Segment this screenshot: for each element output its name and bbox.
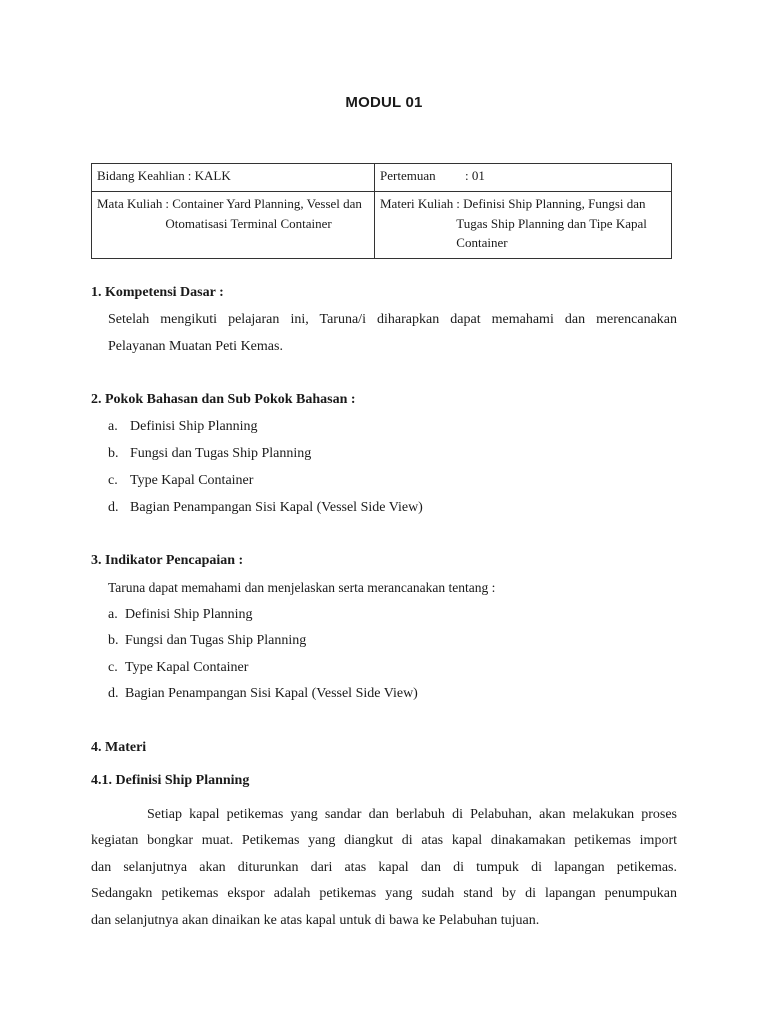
list-item bbox=[108, 446, 311, 462]
list-marker: a. bbox=[108, 419, 118, 434]
section-4-1-heading: 4.1. Definisi Ship Planning bbox=[91, 773, 250, 788]
bidang-keahlian-label: Bidang Keahlian bbox=[97, 168, 185, 183]
course-info-table bbox=[91, 163, 672, 259]
list-marker: b. bbox=[108, 446, 119, 461]
pertemuan-label: Pertemuan bbox=[380, 168, 436, 183]
pertemuan-cell bbox=[375, 164, 672, 192]
section-3-intro: Taruna dapat memahami dan menjelaskan serta merancanakan tentang : bbox=[108, 580, 496, 595]
list-item bbox=[108, 607, 253, 623]
list-marker: d. bbox=[108, 686, 119, 701]
list-text: Fungsi dan Tugas Ship Planning bbox=[125, 633, 307, 648]
list-text: Bagian Penampangan Sisi Kapal (Vessel Side View) bbox=[130, 500, 423, 515]
paragraph-line-5: dan selanjutnya akan dinaikan ke atas kapal untuk di bawa ke Pelabuhan tujuan. bbox=[91, 913, 540, 928]
section-1-text-line-1: Setelah mengikuti pelajaran ini, Taruna/i diharapkan dapat memahami dan merencanakan bbox=[108, 312, 677, 327]
list-item bbox=[108, 473, 253, 489]
list-marker: c. bbox=[108, 660, 118, 675]
bidang-keahlian-cell bbox=[92, 164, 375, 192]
list-item bbox=[108, 500, 423, 516]
pertemuan-value: : 01 bbox=[465, 168, 485, 183]
list-item bbox=[108, 660, 248, 676]
section-2-heading: 2. Pokok Bahasan dan Sub Pokok Bahasan : bbox=[91, 392, 356, 407]
bidang-keahlian-value: : KALK bbox=[187, 168, 231, 183]
materi-kuliah-cell bbox=[375, 192, 672, 259]
list-marker: d. bbox=[108, 500, 119, 515]
mata-kuliah-value: : Container Yard Planning, Vessel dan Otomatisasi Terminal Container bbox=[165, 196, 362, 231]
list-item bbox=[108, 419, 258, 435]
paragraph-line-2: kegiatan bongkar muat. Petikemas yang diangkut di atas kapal dinakamakan petikemas import bbox=[91, 833, 677, 848]
list-text: Definisi Ship Planning bbox=[130, 419, 258, 434]
list-item bbox=[108, 633, 306, 649]
section-1-heading: 1. Kompetensi Dasar : bbox=[91, 285, 224, 300]
list-text: Bagian Penampangan Sisi Kapal (Vessel Side View) bbox=[125, 686, 418, 701]
paragraph-line-1: Setiap kapal petikemas yang sandar dan berlabuh di Pelabuhan, akan melakukan proses bbox=[147, 807, 677, 822]
document-title: MODUL 01 bbox=[345, 94, 423, 111]
mata-kuliah-label: Mata Kuliah bbox=[97, 196, 163, 211]
paragraph-line-3: dan selanjutnya akan diturunkan dari atas kapal dan di tumpuk di lapangan petikemas. bbox=[91, 860, 677, 875]
list-text: Type Kapal Container bbox=[125, 660, 249, 675]
list-item bbox=[108, 686, 418, 702]
list-marker: b. bbox=[108, 633, 119, 648]
materi-kuliah-value: : Definisi Ship Planning, Fungsi dan Tugas Ship Planning dan Tipe Kapal Container bbox=[456, 196, 647, 250]
list-text: Definisi Ship Planning bbox=[125, 607, 253, 622]
materi-kuliah-label: Materi Kuliah bbox=[380, 196, 454, 211]
list-marker: a. bbox=[108, 607, 118, 622]
section-3-heading: 3. Indikator Pencapaian : bbox=[91, 553, 244, 568]
section-4-heading: 4. Materi bbox=[91, 740, 147, 755]
mata-kuliah-cell bbox=[92, 192, 375, 259]
list-marker: c. bbox=[108, 473, 118, 488]
section-1-text-line-2: Pelayanan Muatan Peti Kemas. bbox=[108, 339, 283, 354]
list-text: Type Kapal Container bbox=[130, 473, 254, 488]
list-text: Fungsi dan Tugas Ship Planning bbox=[130, 446, 312, 461]
paragraph-line-4: Sedangakn petikemas ekspor adalah petikemas yang sudah stand by di lapangan penumpukan bbox=[91, 886, 677, 901]
